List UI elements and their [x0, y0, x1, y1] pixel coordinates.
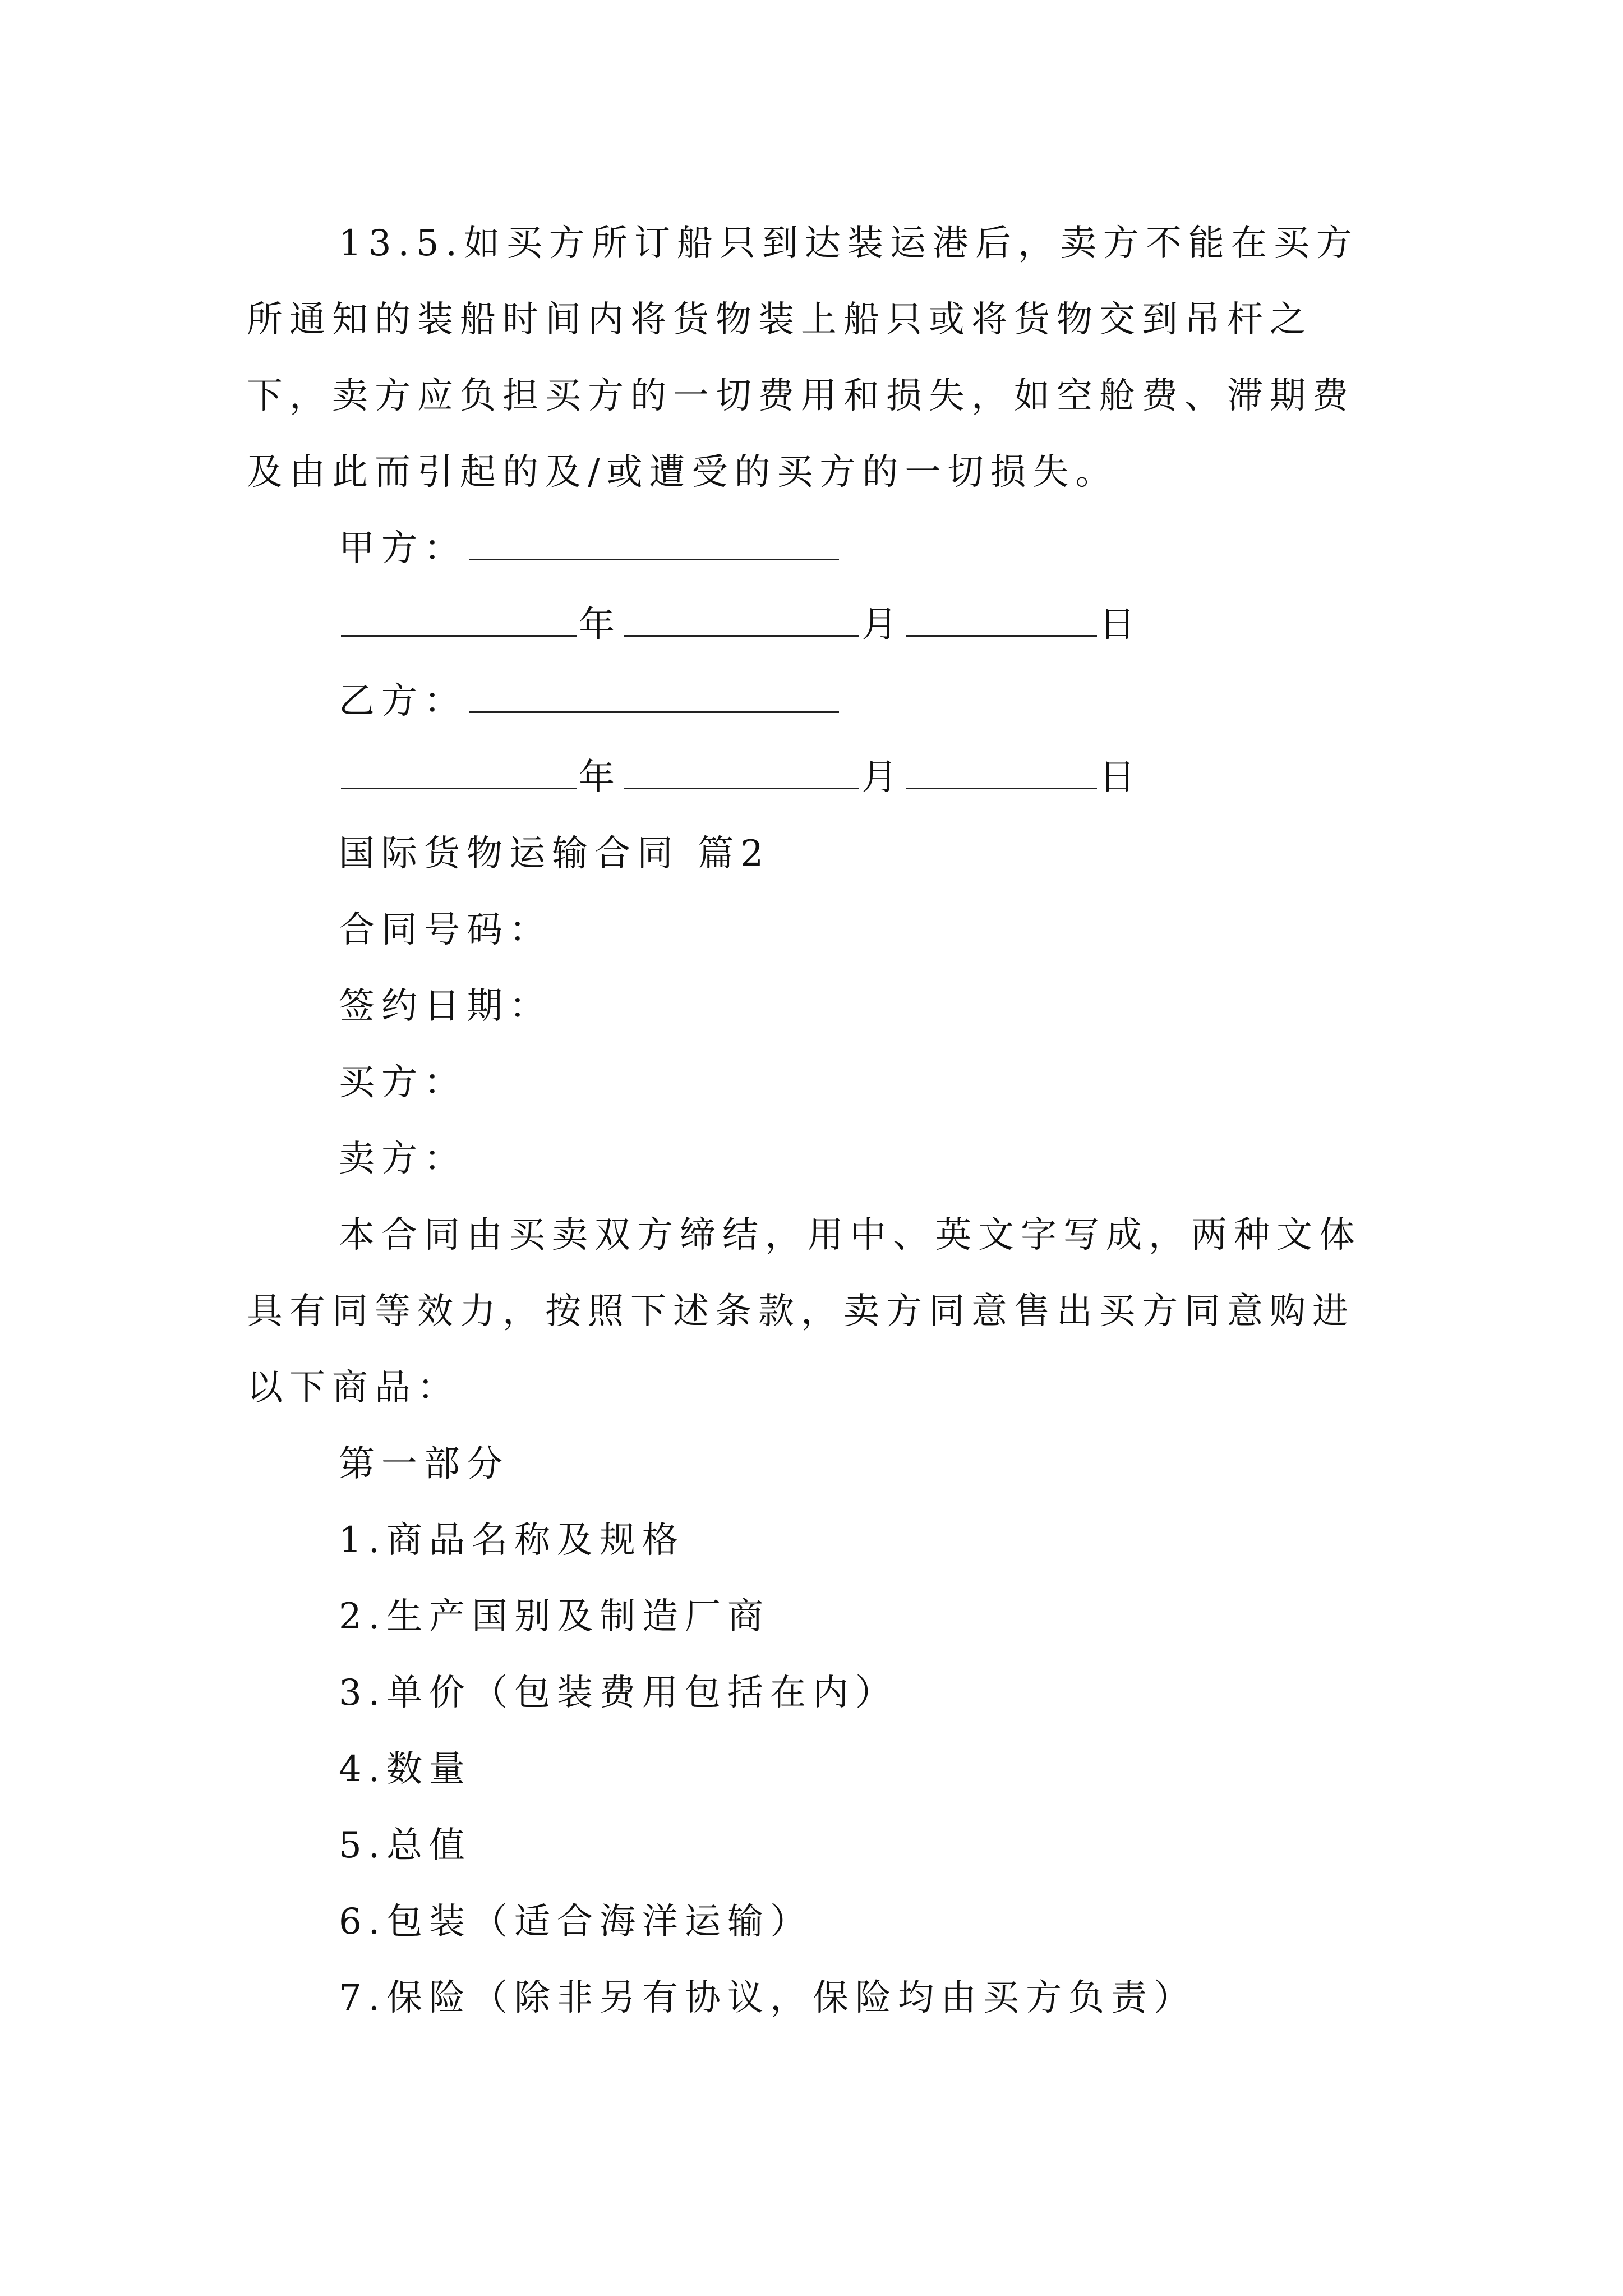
party-b-day-blank	[906, 754, 1097, 789]
party-a-year-blank	[341, 601, 577, 637]
day-label: 日	[1099, 757, 1142, 798]
clause-13-5-line-2: 所通知的装船时间内将货物装上船只或将货物交到吊杆之	[247, 299, 1312, 341]
list-item: 6.包装（适合海洋运输）	[339, 1901, 813, 1943]
sign-date-field: 签约日期：	[339, 986, 552, 1027]
party-a-signature-blank	[469, 525, 839, 560]
day-label: 日	[1099, 604, 1142, 646]
party-b-signature-blank	[469, 678, 839, 713]
party-b-label: 乙方：	[339, 680, 467, 722]
party-a-label: 甲方：	[339, 528, 467, 569]
party-b-year-blank	[341, 754, 577, 789]
intro-line-2: 具有同等效力，按照下述条款，卖方同意售出买方同意购进	[247, 1291, 1355, 1332]
list-item: 1.商品名称及规格	[339, 1520, 685, 1561]
clause-13-5-line-1: 13.5.如买方所订船只到达装运港后，卖方不能在买方	[339, 223, 1359, 264]
year-label: 年	[579, 757, 621, 798]
clause-13-5-line-4: 及由此而引起的及/或遭受的买方的一切损失。	[247, 452, 1118, 493]
month-label: 月	[861, 757, 904, 798]
list-item: 4.数量	[339, 1749, 472, 1790]
intro-line-3: 以下商品：	[247, 1367, 460, 1409]
buyer-field: 买方：	[339, 1062, 467, 1103]
party-a-month-blank	[624, 601, 859, 637]
list-item: 3.单价（包装费用包括在内）	[339, 1672, 898, 1714]
seller-field: 卖方：	[339, 1138, 467, 1180]
party-a-signature-line	[339, 510, 841, 587]
party-b-signature-line	[339, 663, 841, 739]
list-item: 5.总值	[339, 1825, 472, 1866]
party-b-date-line	[339, 739, 1142, 816]
party-a-day-blank	[906, 601, 1097, 637]
section-title: 国际货物运输合同 篇2	[339, 833, 771, 875]
year-label: 年	[579, 604, 621, 646]
month-label: 月	[861, 604, 904, 646]
clause-13-5-line-3: 下，卖方应负担买方的一切费用和损失，如空舱费、滞期费	[247, 375, 1355, 417]
list-item: 2.生产国别及制造厂商	[339, 1596, 771, 1637]
part-one-title: 第一部分	[339, 1443, 509, 1485]
party-a-date-line	[339, 587, 1142, 663]
intro-line-1: 本合同由买卖双方缔结，用中、英文字写成，两种文体	[339, 1214, 1362, 1256]
contract-number-field: 合同号码：	[339, 909, 552, 951]
list-item: 7.保险（除非另有协议，保险均由买方负责）	[339, 1977, 1197, 2019]
party-b-month-blank	[624, 754, 859, 789]
